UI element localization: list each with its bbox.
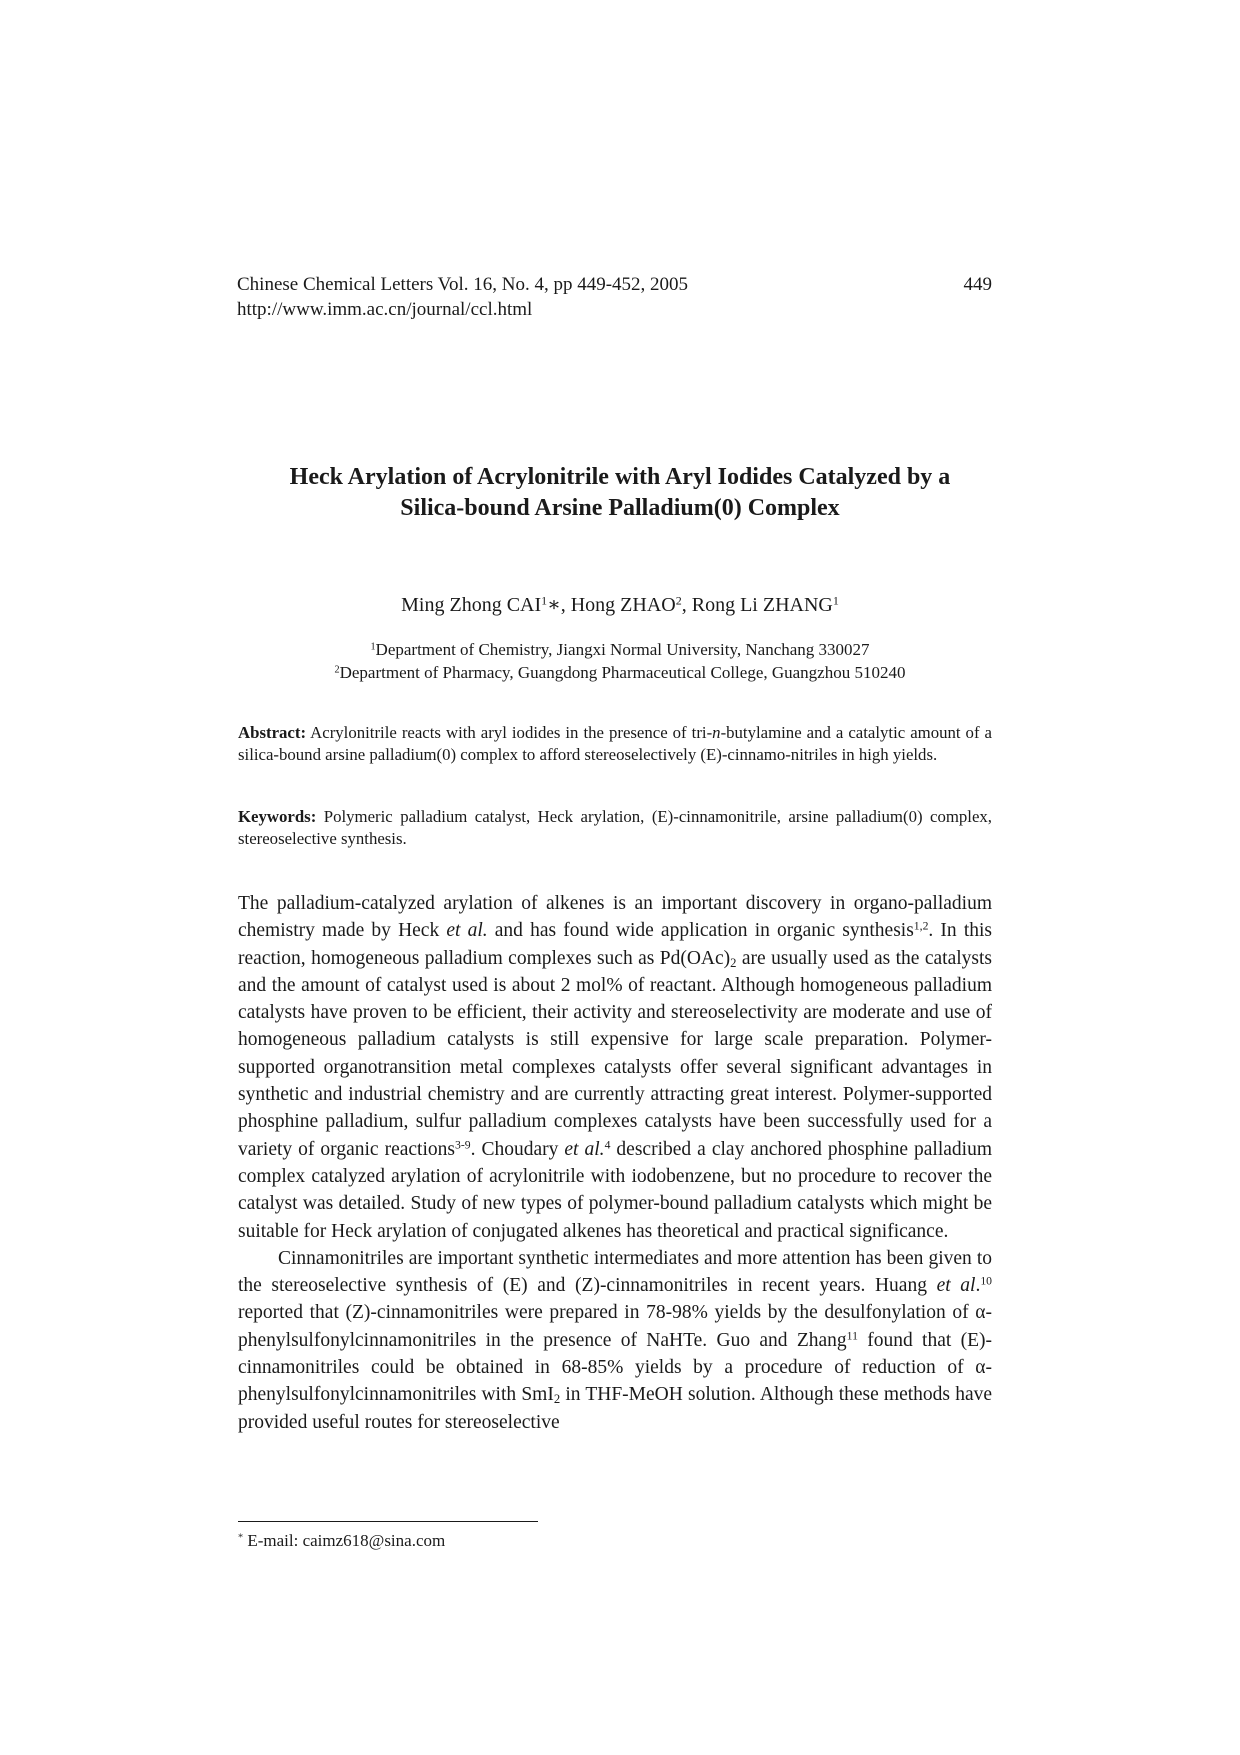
keywords-text: Polymeric palladium catalyst, Heck arylation, (E)-cinnamonitrile, arsine palladium(0) complex, stereoselective synthesis. bbox=[238, 807, 992, 848]
text-run: reported that (Z)-cinnamonitriles were prepared in 78-98% yields by the desulfonylation of α-phenylsulfonylcinnamonitriles in the presence of NaHTe. Guo and Zhang bbox=[238, 1302, 992, 1351]
text-run: in THF-MeOH solution. Although these methods have provided useful routes for stereoselective bbox=[238, 1384, 993, 1433]
citation-ref: 3-9 bbox=[454, 1138, 471, 1152]
author-1-affiliation: 1 bbox=[541, 593, 548, 608]
text-run: are usually used as the catalysts and the amount of catalyst used is about 2 mol% of reactant. Although homogeneous palladium catalysts have proven to be efficient, their activity and stereoselectivity are moderate and use of homogeneous palladium catalysts is still expensive for large scale preparation. Polymer-supported organotransition metal complexes catalysts offer several significant advantages in synthetic and industrial chemistry and are currently attracting great interest. Polymer-supported phosphine palladium, sulfur palladium complexes catalysts have been successfully used for a variety of organic reactions bbox=[238, 947, 993, 1160]
footnote-text: E-mail: caimz618@sina.com bbox=[243, 1531, 446, 1550]
citation-ref: 11 bbox=[846, 1329, 858, 1343]
title-line-2: Silica-bound Arsine Palladium(0) Complex bbox=[400, 495, 840, 521]
affiliation-2 bbox=[200, 661, 1040, 684]
text-run: Cinnamonitriles are important synthetic intermediates and more attention has been given to the stereoselective synthesis of (E) and (Z)-cinnamonitriles in recent years. Huang bbox=[238, 1247, 992, 1297]
author-list bbox=[200, 592, 1040, 617]
subscript: 2 bbox=[553, 1392, 561, 1407]
abstract-text: -butylamine and a catalytic amount of a silica-bound arsine palladium(0) complex to afford stereoselectively (E)-cinnamo-nitriles in high yields. bbox=[238, 723, 992, 764]
footnote-mark: * bbox=[238, 1532, 244, 1544]
footnote-divider bbox=[238, 1521, 538, 1522]
affiliation-number: 2 bbox=[334, 664, 340, 676]
author-3-affiliation: 1 bbox=[832, 593, 839, 608]
affiliation-text: Department of Chemistry, Jiangxi Normal University, Nanchang 330027 bbox=[375, 640, 870, 659]
text-run: The palladium-catalyzed arylation of alkenes is an important discovery in organo-palladium chemistry made by Heck bbox=[238, 893, 992, 942]
paragraph-2 bbox=[238, 1245, 992, 1436]
affiliation-1 bbox=[200, 638, 1040, 661]
citation-ref: 1,2 bbox=[913, 919, 929, 933]
subscript: 2 bbox=[730, 955, 737, 970]
page-number: 449 bbox=[963, 274, 992, 295]
footnote bbox=[238, 1531, 445, 1551]
affiliation-number: 1 bbox=[370, 641, 376, 653]
journal-citation: Chinese Chemical Letters Vol. 16, No. 4, pp 449-452, 2005 bbox=[237, 274, 689, 295]
affiliations bbox=[200, 638, 1040, 684]
affiliation-text: Department of Pharmacy, Guangdong Pharmaceutical College, Guangzhou 510240 bbox=[339, 663, 906, 682]
abstract-label: Abstract: bbox=[238, 723, 307, 742]
text-run: described a clay anchored phosphine palladium complex catalyzed arylation of acrylonitrile with iodobenzene, but no procedure to recover the catalyst was detailed. Study of new types of polymer-bound palladium catalysts which might be suitable for Heck arylation of conjugated alkenes has theoretical and practical significance. bbox=[238, 1138, 993, 1242]
abstract-text: Acrylonitrile reacts with aryl iodides in the presence of tri- bbox=[306, 723, 713, 742]
text-run: found that (E)-cinnamonitriles could be obtained in 68-85% yields by a procedure of reduction of α-phenylsulfonylcinnamonitriles with SmI bbox=[238, 1329, 992, 1406]
et-al: et al. bbox=[564, 1138, 605, 1160]
et-al: et al. bbox=[446, 920, 488, 942]
title-line-1: Heck Arylation of Acrylonitrile with Aryl Iodides Catalyzed by a bbox=[289, 464, 951, 490]
abstract-italic: n bbox=[712, 723, 721, 742]
author-2: Hong ZHAO bbox=[570, 594, 676, 616]
citation-ref: 10 bbox=[980, 1274, 992, 1288]
text-run: and has found wide application in organic synthesis bbox=[487, 920, 914, 942]
paragraph-1 bbox=[238, 890, 992, 1245]
paper-title bbox=[200, 462, 1040, 524]
text-run: . In this reaction, homogeneous palladium complexes such as Pd(OAc) bbox=[238, 920, 992, 969]
author-separator: , bbox=[560, 594, 571, 616]
journal-url[interactable]: http://www.imm.ac.cn/journal/ccl.html bbox=[237, 299, 533, 320]
running-header bbox=[237, 272, 992, 322]
abstract bbox=[238, 722, 992, 766]
citation-ref: 4 bbox=[604, 1138, 611, 1152]
author-2-affiliation: 2 bbox=[675, 593, 682, 608]
text-run: . bbox=[975, 1275, 981, 1297]
author-3: Rong Li ZHANG bbox=[691, 594, 833, 616]
et-al: et al bbox=[936, 1275, 976, 1297]
keywords-label: Keywords: bbox=[238, 807, 317, 826]
body-text bbox=[238, 890, 992, 1436]
text-run: . Choudary bbox=[470, 1138, 565, 1160]
corresponding-author-mark: ∗ bbox=[547, 594, 561, 616]
author-1: Ming Zhong CAI bbox=[401, 594, 542, 616]
keywords bbox=[238, 806, 992, 850]
author-separator: , bbox=[681, 594, 692, 616]
